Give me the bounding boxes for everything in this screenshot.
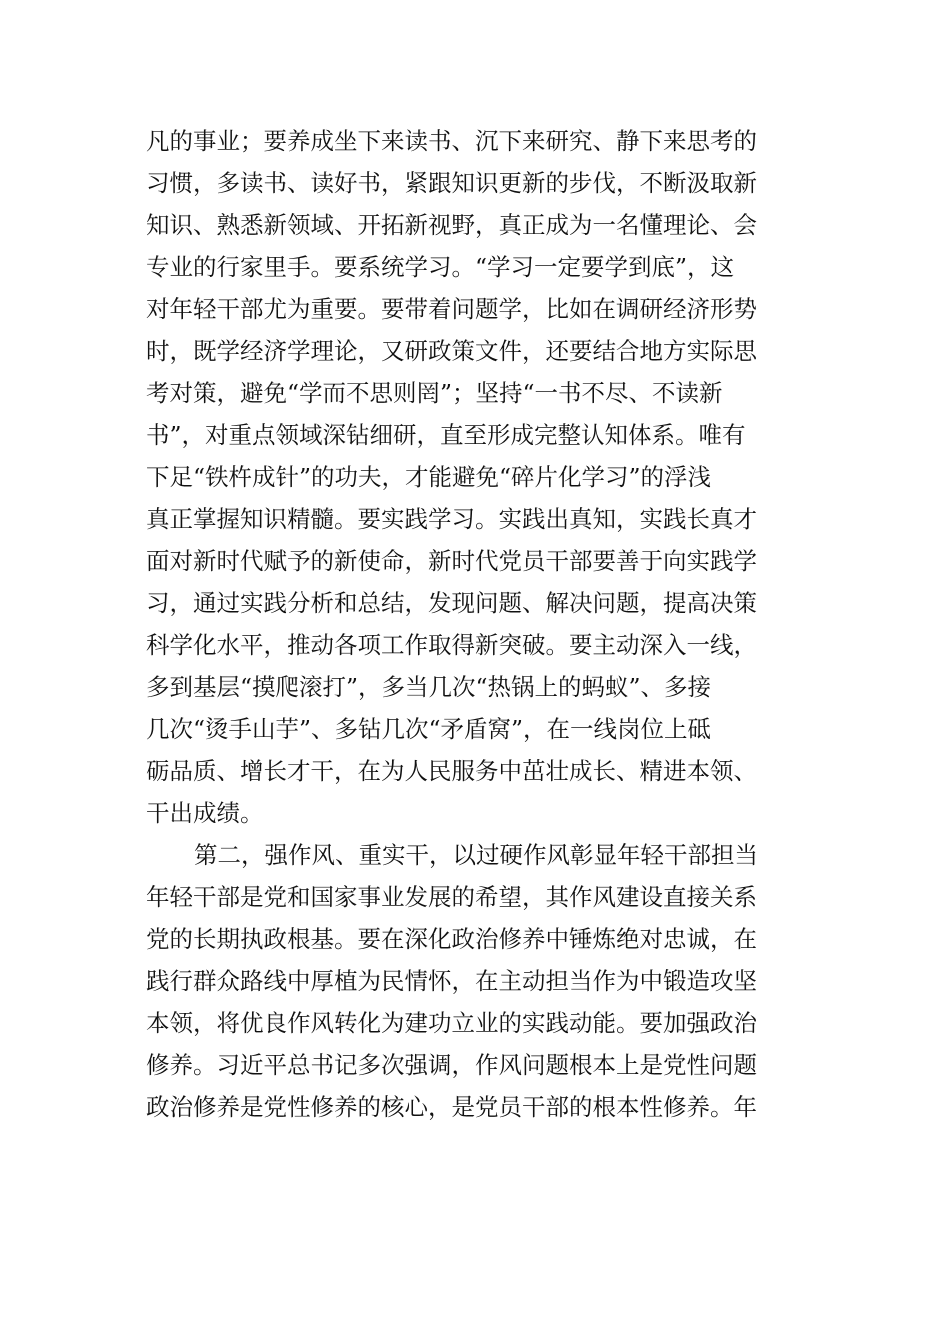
text-line: 凡的事业；要养成坐下来读书、沉下来研究、静下来思考的 — [146, 127, 757, 155]
text-line: 下足“铁杵成针”的功夫，才能避免“碎片化学习”的浮浅 — [146, 463, 712, 491]
body-text — [146, 120, 816, 1128]
text-line: 对年轻干部尤为重要。要带着问题学，比如在调研经济形势 — [146, 295, 757, 323]
text-line: 砺品质、增长才干，在为人民服务中茁壮成长、精进本领、 — [146, 757, 757, 785]
text-line: 考对策，避免“学而不思则罔”；坚持“一书不尽、不读新 — [146, 379, 723, 407]
text-line: 书”，对重点领域深钻细研，直至形成完整认知体系。唯有 — [146, 421, 746, 449]
text-line: 党的长期执政根基。要在深化政治修养中锤炼绝对忠诚，在 — [146, 925, 757, 953]
text-line: 专业的行家里手。要系统学习。“学习一定要学到底”，这 — [146, 253, 735, 281]
text-line: 践行群众路线中厚植为民情怀，在主动担当作为中锻造攻坚 — [146, 967, 757, 995]
text-line: 时，既学经济学理论，又研政策文件，还要结合地方实际思 — [146, 337, 757, 365]
text-line: 面对新时代赋予的新使命，新时代党员干部要善于向实践学 — [146, 547, 757, 575]
text-line: 干出成绩。 — [146, 799, 264, 827]
section-heading-line: 第二，强作风、重实干，以过硬作风彰显年轻干部担当 — [194, 841, 758, 869]
text-line: 知识、熟悉新领域、开拓新视野，真正成为一名懂理论、会 — [146, 211, 757, 239]
text-line: 科学化水平，推动各项工作取得新突破。要主动深入一线， — [146, 631, 757, 659]
text-line: 几次“烫手山芋”、多钻几次“矛盾窝”，在一线岗位上砥 — [146, 715, 712, 743]
text-line: 修养。习近平总书记多次强调，作风问题根本上是党性问题 — [146, 1051, 757, 1079]
text-line: 真正掌握知识精髓。要实践学习。实践出真知，实践长真才 — [146, 505, 757, 533]
text-line: 习，通过实践分析和总结，发现问题、解决问题，提高决策 — [146, 589, 757, 617]
text-line: 习惯，多读书、读好书，紧跟知识更新的步伐，不断汲取新 — [146, 169, 757, 197]
text-line: 年轻干部是党和国家事业发展的希望，其作风建设直接关系 — [146, 883, 757, 911]
text-line: 多到基层“摸爬滚打”，多当几次“热锅上的蚂蚁”、多接 — [146, 673, 712, 701]
text-line: 政治修养是党性修养的核心，是党员干部的根本性修养。年 — [146, 1093, 757, 1121]
text-line: 本领，将优良作风转化为建功立业的实践动能。要加强政治 — [146, 1009, 757, 1037]
